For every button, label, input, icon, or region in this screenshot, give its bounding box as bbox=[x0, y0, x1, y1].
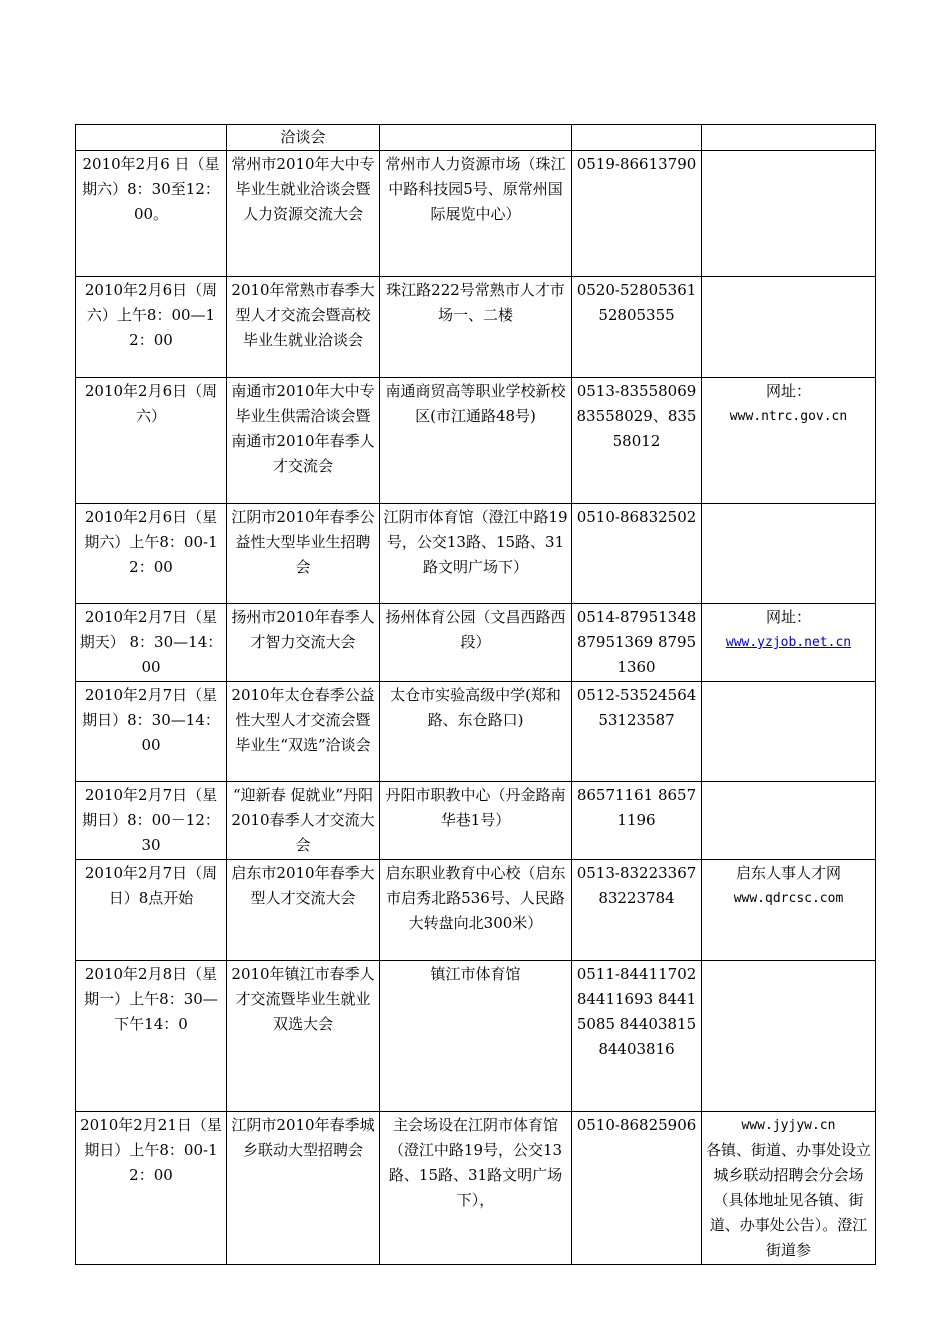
note-cell bbox=[702, 1112, 876, 1265]
venue-cell: 丹阳市职教中心（丹金路南华巷1号） bbox=[380, 782, 572, 860]
event-cell: “迎新春 促就业”丹阳2010春季人才交流大会 bbox=[227, 782, 380, 860]
note-cell bbox=[702, 378, 876, 504]
date-cell: 2010年2月7日（周日）8点开始 bbox=[76, 860, 227, 961]
date-cell bbox=[76, 125, 227, 151]
event-cell: 2010年太仓春季公益性大型人才交流会暨毕业生“双选”洽谈会 bbox=[227, 682, 380, 782]
table-row bbox=[76, 860, 876, 961]
table-row bbox=[76, 151, 876, 277]
venue-cell: 太仓市实验高级中学(郑和路、东仓路口) bbox=[380, 682, 572, 782]
date-cell: 2010年2月21日（星期日）上午8：00-12：00 bbox=[76, 1112, 227, 1265]
note-cell bbox=[702, 504, 876, 604]
website-link[interactable]: www.yzjob.net.cn bbox=[725, 635, 852, 650]
date-cell: 2010年2月7日（星期日）8：30—14：00 bbox=[76, 682, 227, 782]
table-row bbox=[76, 604, 876, 682]
phone-cell bbox=[572, 125, 702, 151]
date-cell: 2010年2月6日（周六） bbox=[76, 378, 227, 504]
event-cell: 江阴市2010年春季公益性大型毕业生招聘会 bbox=[227, 504, 380, 604]
venue-cell: 南通商贸高等职业学校新校区(市江通路48号) bbox=[380, 378, 572, 504]
phone-cell: 86571161 86571196 bbox=[572, 782, 702, 860]
note-label: 网址： bbox=[765, 382, 811, 400]
event-cell: 江阴市2010年春季城乡联动大型招聘会 bbox=[227, 1112, 380, 1265]
note-cell bbox=[702, 682, 876, 782]
job-fair-table bbox=[75, 124, 876, 1265]
table-row bbox=[76, 782, 876, 860]
phone-cell: 0510-86825906 bbox=[572, 1112, 702, 1265]
venue-cell: 主会场设在江阴市体育馆（澄江中路19号，公交13路、15路、31路文明广场下）， bbox=[380, 1112, 572, 1265]
note-cell bbox=[702, 860, 876, 961]
date-cell: 2010年2月7日（星期日）8：00－12：30 bbox=[76, 782, 227, 860]
venue-cell: 常州市人力资源市场（珠江中路科技园5号、原常州国际展览中心） bbox=[380, 151, 572, 277]
phone-cell: 0520-52805361 52805355 bbox=[572, 277, 702, 378]
note-label: 网址： bbox=[765, 608, 811, 626]
note-label: 启东人事人才网 bbox=[735, 864, 841, 882]
event-cell: 常州市2010年大中专毕业生就业洽谈会暨人力资源交流大会 bbox=[227, 151, 380, 277]
phone-cell: 0514-87951348 87951369 87951360 bbox=[572, 604, 702, 682]
table-row bbox=[76, 378, 876, 504]
note-cell bbox=[702, 125, 876, 151]
event-cell: 启东市2010年春季大型人才交流大会 bbox=[227, 860, 380, 961]
table-row bbox=[76, 1112, 876, 1265]
event-cell: 南通市2010年大中专毕业生供需洽谈会暨南通市2010年春季人才交流会 bbox=[227, 378, 380, 504]
website-url: www.qdrcsc.com bbox=[733, 891, 844, 906]
website-url: www.jyjyw.cn bbox=[741, 1118, 836, 1133]
table-row bbox=[76, 961, 876, 1112]
phone-cell: 0512-53524564 53123587 bbox=[572, 682, 702, 782]
event-cell: 2010年常熟市春季大型人才交流会暨高校毕业生就业洽谈会 bbox=[227, 277, 380, 378]
phone-cell: 0511-8441170284411693 84415085 84403815 84403816 bbox=[572, 961, 702, 1112]
phone-cell: 0510-86832502 bbox=[572, 504, 702, 604]
note-cell bbox=[702, 961, 876, 1112]
phone-cell: 0513-8355806983558029、83558012 bbox=[572, 378, 702, 504]
venue-cell: 扬州体育公园（文昌西路西段） bbox=[380, 604, 572, 682]
table-row bbox=[76, 125, 876, 151]
date-cell: 2010年2月7日（星期天） 8：30—14：00 bbox=[76, 604, 227, 682]
table-row bbox=[76, 504, 876, 604]
table-row bbox=[76, 682, 876, 782]
phone-cell: 0513-8322336783223784 bbox=[572, 860, 702, 961]
note-cell bbox=[702, 277, 876, 378]
venue-cell: 启东职业教育中心校（启东市启秀北路536号、人民路大转盘向北300米） bbox=[380, 860, 572, 961]
note-cell bbox=[702, 604, 876, 682]
venue-cell bbox=[380, 125, 572, 151]
event-cell: 2010年镇江市春季人才交流暨毕业生就业双选大会 bbox=[227, 961, 380, 1112]
date-cell: 2010年2月8日（星期一）上午8：30—下午14：0 bbox=[76, 961, 227, 1112]
event-cell: 洽谈会 bbox=[227, 125, 380, 151]
date-cell: 2010年2月6 日（星期六）8：30至12：00。 bbox=[76, 151, 227, 277]
date-cell: 2010年2月6日（星期六）上午8：00-12：00 bbox=[76, 504, 227, 604]
venue-cell: 江阴市体育馆（澄江中路19号，公交13路、15路、31路文明广场下） bbox=[380, 504, 572, 604]
note-text: 各镇、街道、办事处设立城乡联动招聘会分会场（具体地址见各镇、街道、办事处公告）。澄江街道参 bbox=[705, 1141, 871, 1259]
date-cell: 2010年2月6日（周六）上午8：00—12：00 bbox=[76, 277, 227, 378]
phone-cell: 0519-86613790 bbox=[572, 151, 702, 277]
event-cell: 扬州市2010年春季人才智力交流大会 bbox=[227, 604, 380, 682]
venue-cell: 珠江路222号常熟市人才市场一、二楼 bbox=[380, 277, 572, 378]
table-row bbox=[76, 277, 876, 378]
website-url: www.ntrc.gov.cn bbox=[729, 409, 848, 424]
venue-cell: 镇江市体育馆 bbox=[380, 961, 572, 1112]
note-cell bbox=[702, 151, 876, 277]
note-cell bbox=[702, 782, 876, 860]
